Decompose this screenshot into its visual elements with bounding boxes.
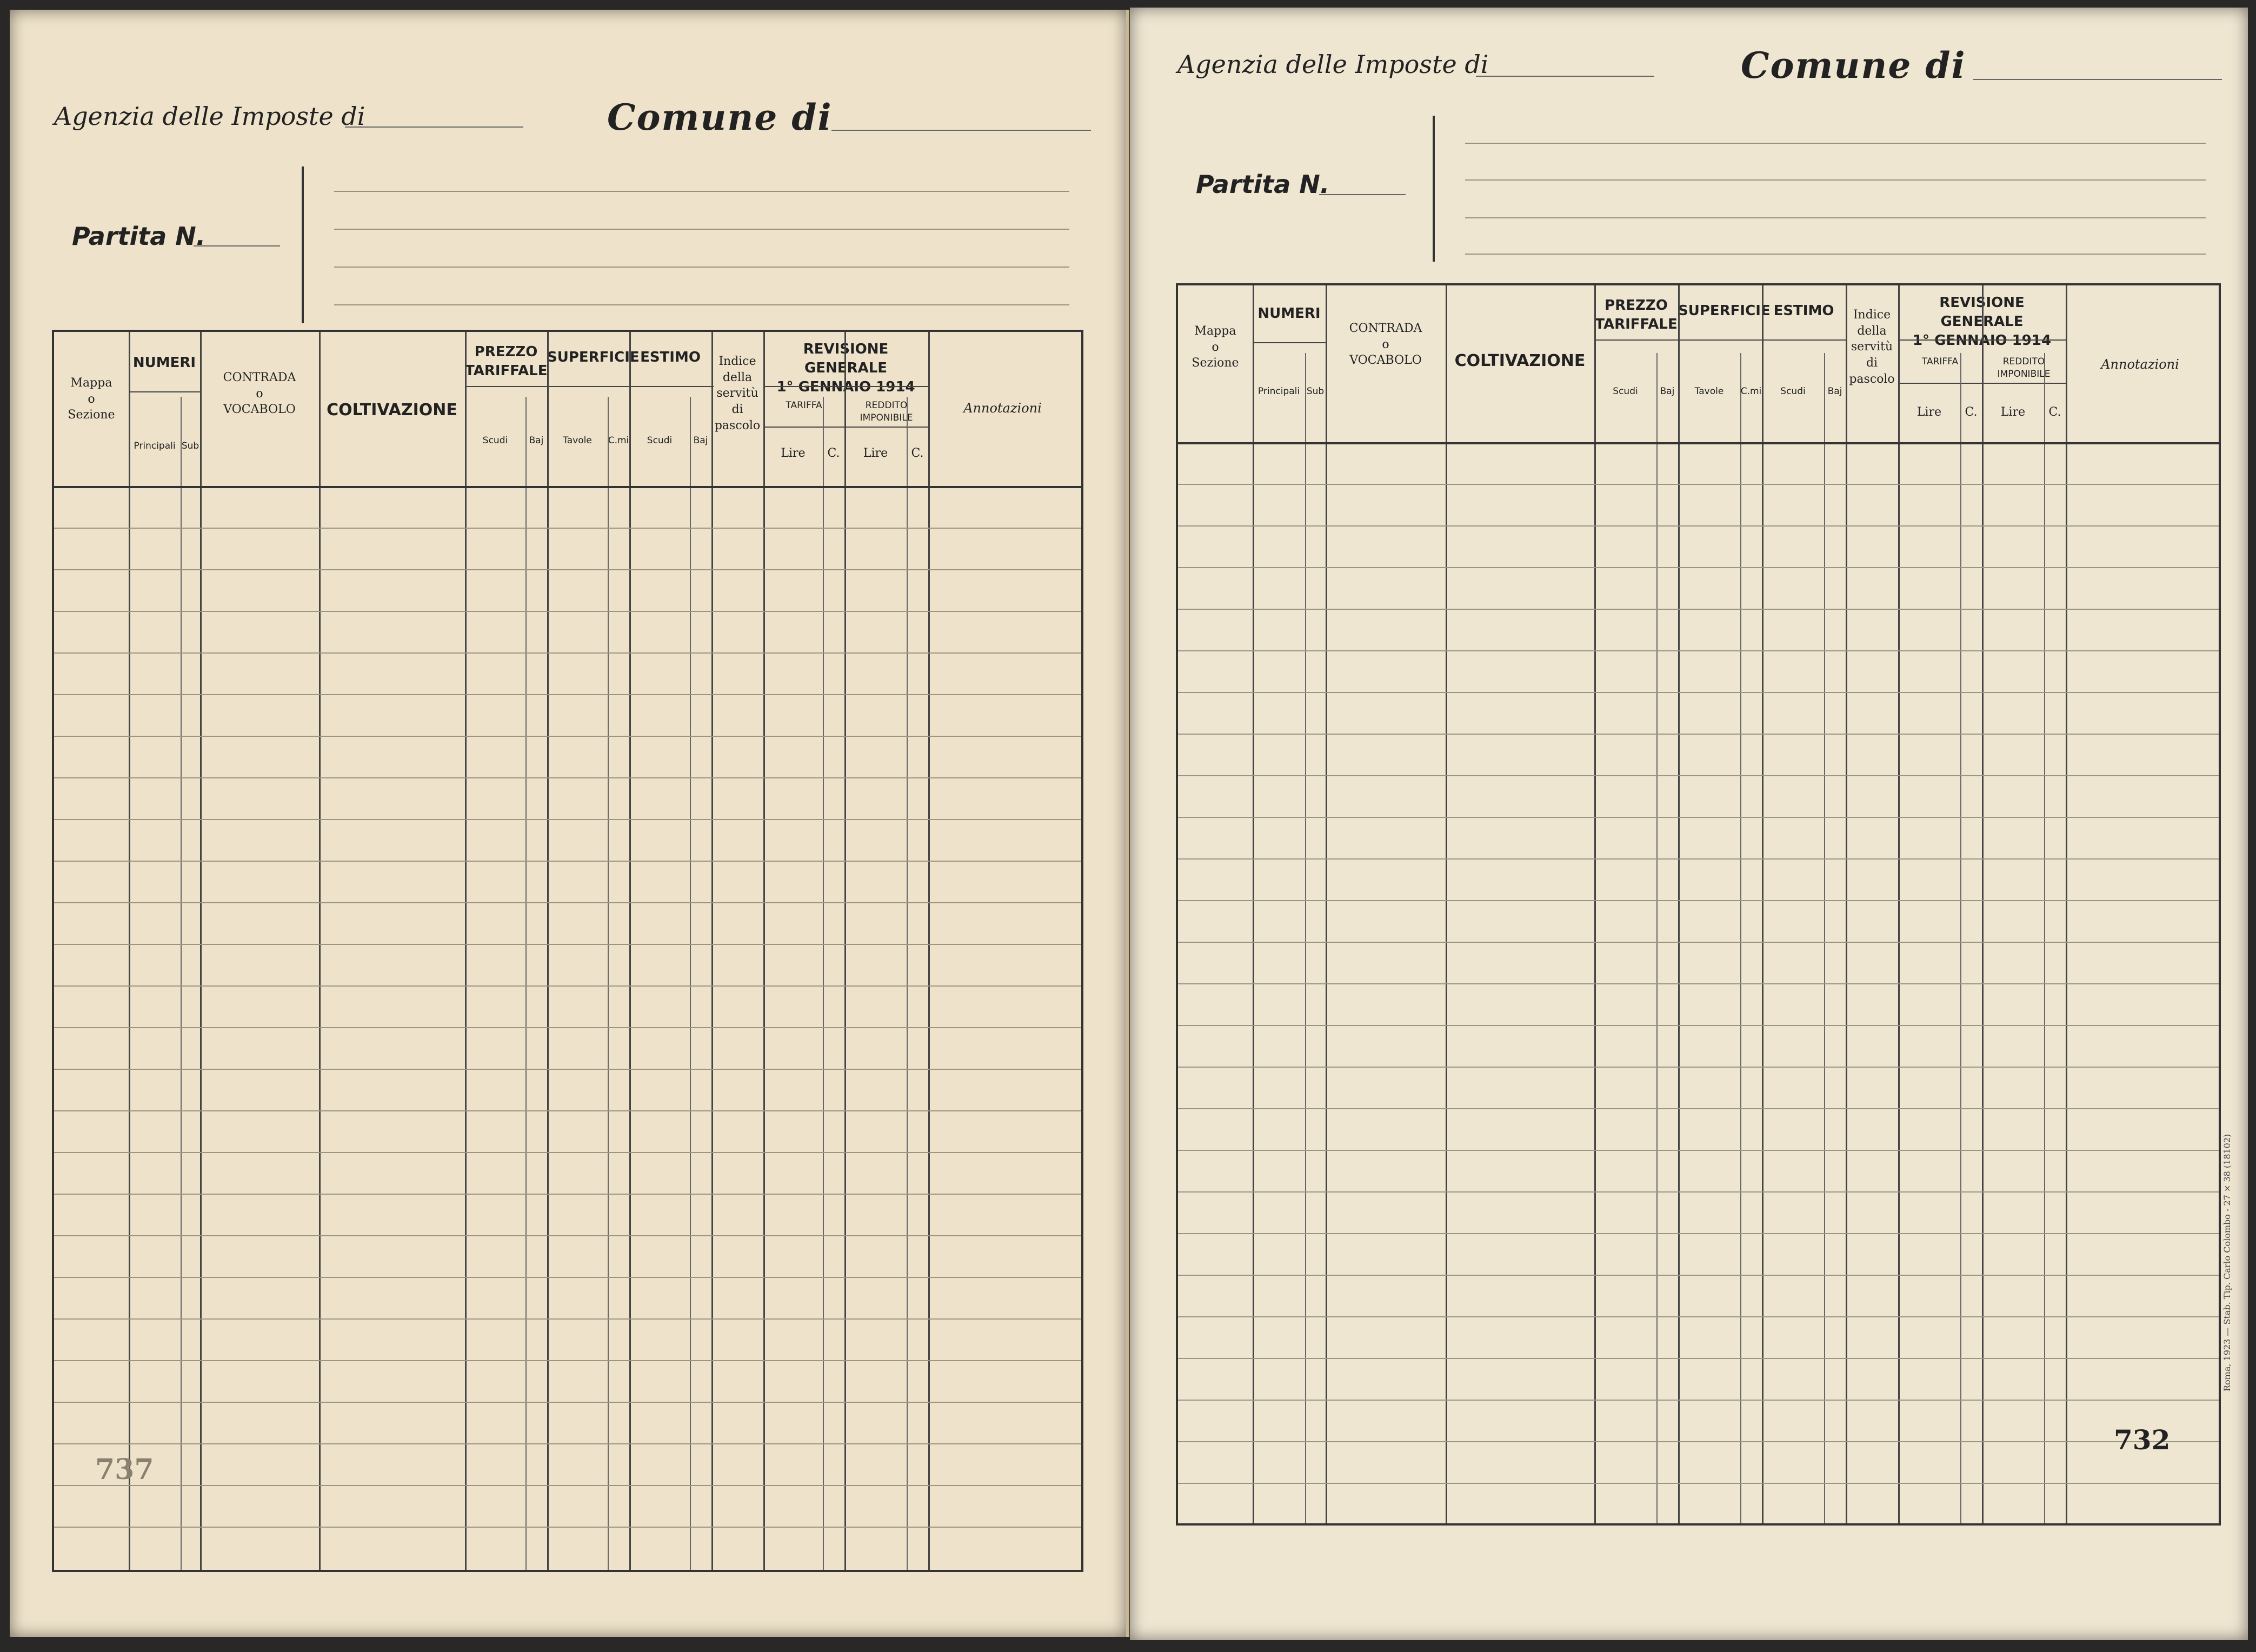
column-rule (1594, 285, 1596, 1523)
column-rule (1446, 285, 1447, 1523)
column-rule (1326, 285, 1327, 1523)
left-register-page (10, 10, 1129, 1637)
column-rule (200, 332, 202, 1570)
col-header-annotazioni: Annotazioni (963, 401, 1042, 416)
table-row (54, 652, 1081, 654)
table-row (1178, 1483, 2219, 1484)
agenzia-label: Agenzia delle Imposte di (54, 102, 365, 131)
col-header-contrada: CONTRADA o VOCABOLO (1349, 322, 1422, 368)
table-row (1178, 942, 2219, 943)
table-row (54, 694, 1081, 695)
col-header-tavole: Tavole (563, 435, 592, 446)
table-row (54, 861, 1081, 862)
column-rule (1824, 353, 1825, 1523)
table-row (1178, 484, 2219, 485)
col-header-c: C. (827, 447, 840, 460)
col-header-sub: Sub (181, 441, 199, 451)
comune-label: Comune di (607, 96, 833, 138)
table-row (54, 902, 1081, 903)
column-rule (1960, 353, 1961, 1523)
table-row (1178, 1150, 2219, 1151)
column-rule (608, 397, 609, 1570)
col-header-principali: Principali (1257, 386, 1300, 397)
col-header-indice: Indice della servitù di pascolo (1849, 308, 1895, 386)
partita-label: Partita N. (72, 222, 206, 251)
col-header-estimo: ESTIMO (1773, 303, 1834, 319)
col-header-contrada: CONTRADA o VOCABOLO (223, 371, 296, 417)
col-header-tavole: Tavole (1694, 386, 1724, 397)
col-header-c-2: C. (911, 447, 924, 460)
table-row (54, 819, 1081, 820)
table-row (1178, 609, 2219, 610)
col-header-estimo: ESTIMO (640, 349, 701, 365)
table-row (1178, 567, 2219, 568)
table-row (1178, 1067, 2219, 1068)
column-rule (2066, 285, 2067, 1523)
column-rule (1982, 285, 1984, 1523)
col-header-revisione: REVISIONE GENERALE 1° GENNAIO 1914 (776, 341, 915, 396)
table-row (1178, 1233, 2219, 1234)
column-rule (907, 397, 908, 1570)
col-header-tariffa: TARIFFA (1921, 356, 1959, 367)
table-row (1178, 817, 2219, 818)
table-row (54, 1527, 1081, 1528)
col-header-coltivazione: COLTIVAZIONE (327, 401, 457, 419)
table-row (54, 1194, 1081, 1195)
column-rule (763, 332, 765, 1570)
table-row (1178, 983, 2219, 984)
comune-fill-line (831, 130, 1091, 131)
col-header-estimo-scudi: Scudi (1780, 386, 1806, 397)
table-row (54, 1110, 1081, 1111)
col-header-numeri: NUMERI (1257, 305, 1321, 322)
table-row (1178, 858, 2219, 860)
col-header-coltivazione: COLTIVAZIONE (1454, 351, 1586, 370)
column-rule (525, 397, 527, 1570)
col-header-estimo-baj: Baj (1827, 386, 1842, 397)
header-bottom-rule (54, 486, 1081, 488)
table-row (54, 1485, 1081, 1486)
table-row (54, 1402, 1081, 1403)
comune-fill-line (1973, 79, 2222, 80)
table-row (1178, 525, 2219, 527)
column-rule (1253, 285, 1254, 1523)
header-rule (334, 304, 1069, 305)
table-row (54, 611, 1081, 612)
table-row (54, 1069, 1081, 1070)
column-rule (129, 332, 130, 1570)
table-row (54, 569, 1081, 570)
header-divider (302, 166, 304, 323)
subheader-rule (1594, 339, 1846, 341)
column-rule (547, 332, 549, 1570)
col-header-estimo-baj: Baj (693, 435, 708, 446)
column-rule (1762, 285, 1763, 1523)
col-header-prezzo: PREZZO TARIFFALE (1595, 297, 1678, 333)
column-rule (1740, 353, 1741, 1523)
header-rule (1465, 143, 2206, 144)
col-header-baj: Baj (529, 435, 544, 446)
col-header-superficie: SUPERFICIE (547, 349, 640, 365)
column-rule (181, 397, 182, 1570)
table-row (1178, 1275, 2219, 1276)
table-row (54, 736, 1081, 737)
table-row (1178, 1358, 2219, 1359)
col-header-mappa: Mappa o Sezione (68, 376, 115, 422)
table-row (54, 528, 1081, 529)
column-rule (1305, 353, 1306, 1523)
header-rule (334, 229, 1069, 230)
col-header-scudi: Scudi (482, 435, 508, 446)
column-rule (1846, 285, 1847, 1523)
col-header-numeri: NUMERI (132, 355, 196, 371)
col-header-c-2: C. (2048, 405, 2061, 419)
header-rule (1465, 217, 2206, 218)
table-row (1178, 1108, 2219, 1109)
column-rule (844, 332, 846, 1570)
column-rule (319, 332, 321, 1570)
col-header-indice: Indice della servitù di pascolo (714, 355, 761, 432)
table-row (1178, 650, 2219, 651)
col-header-reddito: REDDITO IMPONIBILE (1997, 356, 2051, 379)
column-rule (2044, 353, 2045, 1523)
col-header-prezzo: PREZZO TARIFFALE (465, 344, 548, 379)
table-row (1178, 1025, 2219, 1026)
col-header-annotazioni: Annotazioni (2101, 357, 2179, 372)
partita-label: Partita N. (1196, 170, 1330, 199)
column-rule (711, 332, 713, 1570)
column-rule (1656, 353, 1658, 1523)
agenzia-label: Agenzia delle Imposte di (1177, 50, 1489, 79)
agenzia-fill-line (1476, 76, 1654, 77)
column-rule (928, 332, 930, 1570)
table-row (1178, 1400, 2219, 1401)
column-rule (629, 332, 631, 1570)
table-row (1178, 1316, 2219, 1317)
header-rule (1465, 254, 2206, 255)
table-row (1178, 775, 2219, 776)
col-header-sub: Sub (1306, 386, 1325, 397)
table-row (54, 1318, 1081, 1320)
header-rule (334, 191, 1069, 192)
col-header-baj: Baj (1660, 386, 1675, 397)
col-header-estimo-scudi: Scudi (647, 435, 673, 446)
register-table (1176, 283, 2221, 1526)
subheader-rule (465, 386, 714, 387)
column-rule (1898, 285, 1900, 1523)
col-header-c: C. (1965, 405, 1978, 419)
col-header-lire: Lire (781, 447, 806, 460)
right-register-page (1130, 8, 2248, 1640)
col-header-cmi: C.mi (1740, 386, 1762, 397)
table-row (54, 1360, 1081, 1361)
col-header-principali: Principali (134, 441, 176, 451)
table-row (54, 1152, 1081, 1153)
table-row (54, 777, 1081, 778)
column-rule (823, 397, 824, 1570)
table-row (1178, 1191, 2219, 1193)
table-row (1178, 1441, 2219, 1442)
col-header-lire-2: Lire (863, 447, 888, 460)
col-header-superficie: SUPERFICIE (1678, 303, 1771, 319)
page-number: 737 (95, 1453, 154, 1486)
table-row (1178, 692, 2219, 693)
column-rule (1678, 285, 1680, 1523)
table-row (1178, 734, 2219, 735)
table-row (54, 1277, 1081, 1278)
table-row (54, 985, 1081, 987)
column-rule (465, 332, 467, 1570)
table-row (54, 944, 1081, 945)
col-header-lire: Lire (1916, 405, 1942, 419)
col-header-cmi: C.mi (608, 435, 629, 446)
col-header-mappa: Mappa o Sezione (1192, 324, 1239, 370)
table-row (54, 1235, 1081, 1236)
header-bottom-rule (1178, 442, 2219, 444)
partita-fill-line (194, 245, 280, 247)
printer-note: Roma, 1923 — Stab. Tip. Carlo Colombo - 27 × 38 (18102) (2222, 1134, 2232, 1391)
col-header-tariffa: TARIFFA (786, 400, 822, 411)
col-header-lire-2: Lire (2000, 405, 2026, 419)
subheader-rule (1253, 342, 1326, 343)
table-row (1178, 900, 2219, 901)
col-header-revisione: REVISIONE GENERALE 1° GENNAIO 1914 (1912, 295, 2052, 349)
header-rule (334, 267, 1069, 268)
agenzia-fill-line (345, 126, 523, 128)
table-row (54, 1027, 1081, 1028)
partita-fill-line (1319, 194, 1406, 195)
col-header-scudi: Scudi (1613, 386, 1638, 397)
col-header-reddito: REDDITO IMPONIBILE (860, 400, 913, 423)
column-rule (690, 397, 691, 1570)
header-rule (1465, 179, 2206, 181)
register-table (52, 330, 1083, 1572)
comune-label: Comune di (1741, 44, 1966, 86)
header-divider (1433, 116, 1435, 262)
page-number: 732 (2114, 1424, 2171, 1456)
subheader-rule (129, 391, 200, 392)
table-row (54, 1443, 1081, 1444)
